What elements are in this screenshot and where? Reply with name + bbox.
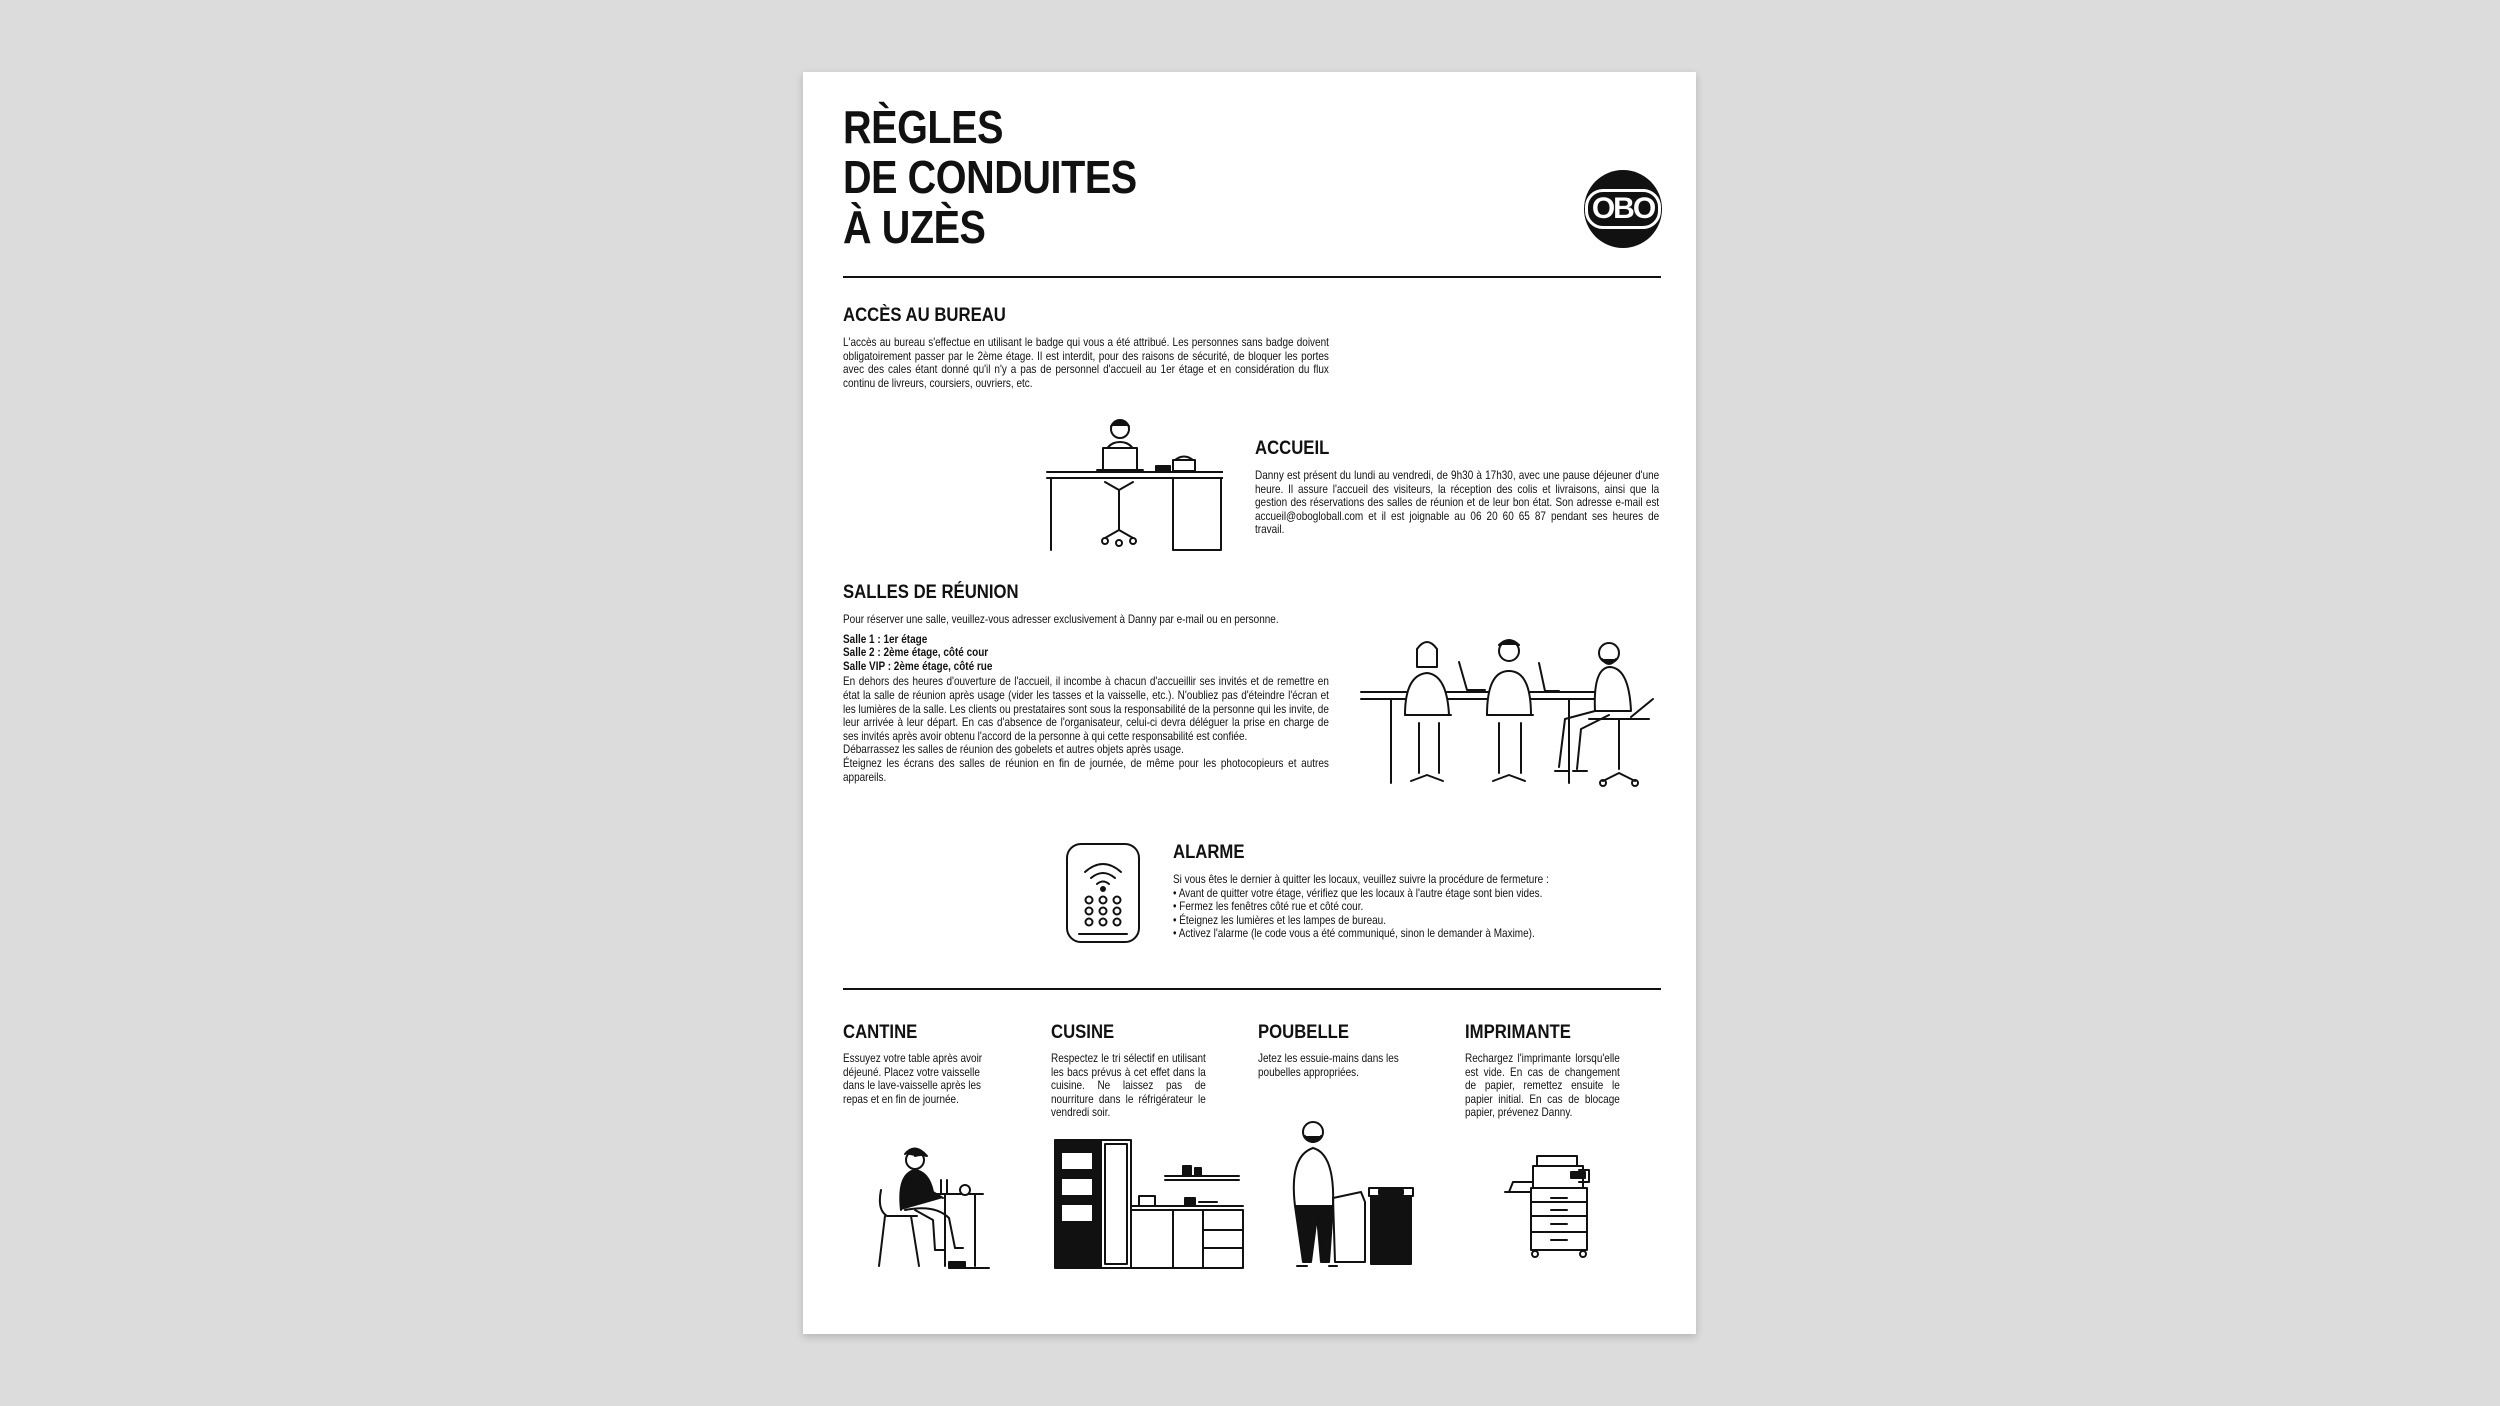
obo-logo: OBO <box>1584 170 1662 248</box>
section-divider <box>843 988 1661 990</box>
cuisine-body: Respectez le tri sélectif en utilisant les bacs prévus à cet effet dans la cuisine. Ne laissez pas de nourriture dans le réfrigérateur le vendredi soir. <box>1051 1052 1206 1120</box>
salles-body: Pour réserver une salle, veuillez-vous adresser exclusivement à Danny par e-mail ou en personne. Salle 1 : 1er étage Salle 2 : 2ème étage, côté cour Salle VIP : 2ème étage, côté rue En dehors des heures d'ouverture de l'accueil, il incombe à chacun d'accueillir ses invités et de remettre en état la salle de réunion après usage (vider les tasses et la vaisselle, etc.). N'oubliez pas d'éteindre l'écran et les lumières de la salle. Les clients ou prestataires sont sous la responsabilité de la personne qui les invite, de leur arrivée à leur départ. En cas d'absence de l'organisateur, celui-ci devra déléguer la prise en charge de ses invités après avoir obtenu l'accord de la personne à qui cette responsabilité est confiée. Débarrassez les salles de réunion des gobelets et autres objets après usage. Éteignez les écrans des salles de réunion en fin de journée, de même pour les photocopieurs et autres appareils. <box>843 613 1329 784</box>
room-2: Salle 2 : 2ème étage, côté cour <box>843 646 989 660</box>
cantine-body: Essuyez votre table après avoir déjeuné. Placez votre vaisselle dans le lave-vaisselle après les repas et en fin de journée. <box>843 1052 983 1106</box>
page-title: RÈGLES DE CONDUITES À UZÈS <box>843 101 1137 253</box>
imprimante-heading: IMPRIMANTE <box>1465 1022 1571 1043</box>
kitchen-illustration <box>1053 1136 1248 1271</box>
accueil-heading: ACCUEIL <box>1255 438 1330 459</box>
title-divider <box>843 276 1661 278</box>
poster-sheet <box>803 72 1696 1334</box>
accueil-body: Danny est présent du lundi au vendredi, de 9h30 à 17h30, avec une pause déjeuner d'une heure. Il assure l'accueil des visiteurs, la réception des colis et livraisons, ainsi que la gestion des réservations des salles de réunion et de leur bon état. Son adresse e-mail est accueil@obogloball.com et il est joignable au 06 20 60 65 87 pendant ses heures de travail. <box>1255 469 1660 537</box>
alarm-keypad-icon <box>1065 842 1141 944</box>
trash-illustration <box>1283 1116 1423 1276</box>
salles-heading: SALLES DE RÉUNION <box>843 582 1019 603</box>
acces-heading: ACCÈS AU BUREAU <box>843 305 1006 326</box>
imprimante-body: Rechargez l'imprimante lorsqu'elle est vide. En cas de changement de papier, remettez ensuite le papier initial. En cas de blocage papier, prévenez Danny. <box>1465 1052 1620 1120</box>
cuisine-heading: CUSINE <box>1051 1022 1115 1043</box>
alarme-item: • Éteignez les lumières et les lampes de bureau. <box>1173 913 1386 927</box>
alarme-heading: ALARME <box>1173 842 1245 863</box>
room-1: Salle 1 : 1er étage <box>843 632 928 646</box>
meeting-illustration <box>1359 637 1664 792</box>
alarme-item: • Avant de quitter votre étage, vérifiez que les locaux à l'autre étage sont bien vides. <box>1173 886 1543 900</box>
cantine-illustration <box>871 1140 991 1270</box>
alarme-item: • Activez l'alarme (le code vous a été communiqué, sinon le demander à Maxime). <box>1173 927 1535 941</box>
printer-illustration <box>1503 1152 1595 1270</box>
alarme-body: Si vous êtes le dernier à quitter les locaux, veuillez suivre la procédure de fermeture : • Avant de quitter votre étage, vérifiez que les locaux à l'autre étage sont bien vides. • Fermez les fenêtres côté rue et côté cour. • Éteignez les lumières et les lampes de bureau. • Activez l'alarme (le code vous a été communiqué, sinon le demander à Maxime). <box>1173 873 1650 941</box>
poubelle-body: Jetez les essuie-mains dans les poubelles appropriées. <box>1258 1052 1399 1079</box>
acces-body: L'accès au bureau s'effectue en utilisant le badge qui vous a été attribué. Les personnes sans badge doivent obligatoirement passer par le 2ème étage. Il est interdit, pour des raisons de sécurité, de bloquer les portes avec des cales étant donné qu'il n'y a pas de personnel d'accueil au 1er étage et en considération du flux continu de livreurs, coursiers, ouvriers, etc. <box>843 336 1329 390</box>
room-3: Salle VIP : 2ème étage, côté rue <box>843 659 993 673</box>
alarme-item: • Fermez les fenêtres côté rue et côté cour. <box>1173 900 1364 914</box>
poubelle-heading: POUBELLE <box>1258 1022 1350 1043</box>
cantine-heading: CANTINE <box>843 1022 918 1043</box>
receptionist-illustration <box>1043 412 1223 552</box>
